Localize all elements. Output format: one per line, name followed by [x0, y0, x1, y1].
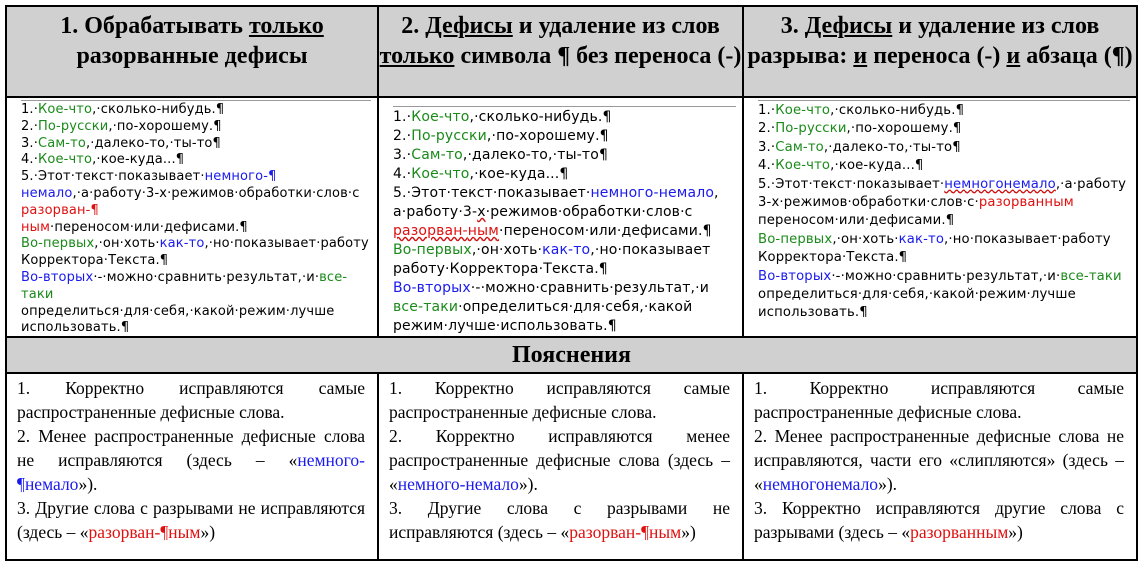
header-text: 3.: [780, 13, 805, 39]
sample-line: все-таки·определиться·для·себя,·какой: [393, 299, 693, 315]
explanation-item: 3. Другие слова с разрывами не исправляются (здесь – «разорван-¶ным»): [17, 498, 365, 542]
sample-line: 4.·Кое-что,·кое-куда...¶: [393, 166, 569, 182]
explanations-row: [7, 374, 1136, 559]
sample-line: 3.·Сам-то,·далеко-то,·ты-то¶: [393, 147, 609, 163]
header-text: 1. Обрабатывать: [60, 13, 249, 39]
sample-line: определиться·для·себя,·какой·режим·лучше: [758, 287, 1076, 303]
sample-line: 5.·Этот·текст·показывает·немного-немало,: [393, 185, 719, 201]
header-underlined: только: [379, 43, 455, 69]
sample-line: Корректора·Текста.¶: [758, 250, 908, 266]
sample-line: 2.·По-русски,·по-хорошему.¶: [758, 121, 962, 137]
header-text: абзаца (¶): [1020, 43, 1133, 69]
explanation-item: 3. Другие слова с разрывами не исправляются (здесь – «разорван-¶ным»): [389, 498, 730, 542]
header-text: 2.: [401, 13, 426, 39]
sample-line: ным·переносом·или·дефисами.¶: [21, 219, 248, 235]
header-text: символа ¶ без переноса (-): [454, 43, 742, 69]
explanation-item: 2. Корректно исправляются менее распространенные дефисные слова (здесь – «немного-немало»).: [389, 426, 730, 494]
sample-line: Корректора·Текста.¶: [21, 253, 169, 269]
explanation-col-1: [7, 374, 379, 559]
sample-line: Во-первых,·он·хоть·как-то,·но·показывает·работу: [758, 231, 1111, 247]
sample-line: 5.·Этот·текст·показывает·немного-¶: [21, 169, 277, 185]
comparison-table: [5, 5, 1138, 561]
sample-line: 1.·Кое-что,·сколько-нибудь.¶: [393, 109, 612, 125]
sample-line: Во-вторых·-·можно·сравнить·результат,·и·все-таки: [758, 268, 1122, 284]
sample-line: 1.·Кое-что,·сколько-нибудь.¶: [21, 102, 225, 117]
explanation-col-2: [379, 374, 744, 559]
sample-line: 2.·По-русски,·по-хорошему.¶: [21, 118, 222, 134]
header-row: [7, 7, 1136, 98]
examples-row: [7, 98, 1136, 338]
header-text: переноса (-): [867, 43, 1007, 69]
sample-line: Во-вторых·-·можно·сравнить·результат,·и: [393, 280, 709, 296]
section-title: Пояснения: [512, 342, 631, 368]
explanation-col-3: [744, 374, 1136, 559]
header-underlined: и: [1006, 43, 1021, 69]
sample-line: разорван-¶: [21, 202, 99, 218]
explanation-item: 1. Корректно исправляются самые распространенные дефисные слова.: [754, 378, 1124, 422]
sample-line: 4.·Кое-что,·кое-куда...¶: [758, 158, 924, 174]
sample-line: Во-вторых·-·можно·сравнить·результат,·и·все-таки: [21, 269, 348, 302]
header-text: и удаление из слов: [512, 13, 720, 39]
header-col-1: [7, 7, 379, 96]
explanation-item: 3. Корректно исправляются другие слова с разрывами (здесь – «разорванным»): [754, 498, 1124, 542]
explanation-item: 2. Менее распространенные дефисные слова не исправляются (здесь – «немного-¶немало»).: [17, 426, 365, 494]
sample-text-3: [758, 100, 1130, 323]
header-text: и удаление из слов разрыва:: [747, 13, 1100, 69]
header-underlined: только: [248, 13, 324, 39]
sample-line: 3.·Сам-то,·далеко-то,·ты-то¶: [758, 139, 961, 155]
sample-line: 5.·Этот·текст·показывает·немногонемало,·а·работу: [758, 176, 1127, 192]
header-text: разорванные дефисы: [76, 43, 308, 69]
sample-line: немало,·а·работу·3-х·режимов·обработки·слов·с: [21, 185, 360, 201]
example-col-2: [379, 98, 744, 336]
sample-line: 1.·Кое-что,·сколько-нибудь.¶: [758, 103, 965, 118]
header-col-3: [744, 7, 1136, 96]
explanation-item: 1. Корректно исправляются самые распространенные дефисные слова.: [389, 378, 730, 422]
explanation-item: 2. Менее распространенные дефисные слова не исправляются, части его «слипляются» (здесь – «немногонемало»).: [754, 426, 1124, 494]
sample-line: переносом·или·дефисами.¶: [758, 213, 955, 229]
sample-line: 3.·Сам-то,·далеко-то,·ты-то¶: [21, 135, 221, 151]
sample-text-1: [21, 100, 371, 337]
sample-line: Во-первых,·он·хоть·как-то,·но·показывает·работу: [21, 236, 369, 252]
example-col-3: [744, 98, 1136, 336]
sample-line: работу·Корректора·Текста.¶: [393, 261, 608, 277]
header-col-2: [379, 7, 744, 96]
sample-line: 4.·Кое-что,·кое-куда...¶: [21, 152, 185, 168]
sample-line: 3-х·режимов·обработки·слов·с·разорванным: [758, 195, 1074, 211]
header-underlined: Дефисы: [425, 13, 513, 39]
sample-line: а·работу·3-х·режимов·обработки·слов·с: [393, 204, 693, 220]
sample-line: определиться·для·себя,·какой·режим·лучше: [21, 303, 335, 319]
header-underlined: и: [853, 43, 868, 69]
header-underlined: Дефисы: [804, 13, 893, 39]
sample-line: разорван-ным·переносом·или·дефисами.¶: [393, 223, 712, 239]
sample-line: Во-первых,·он·хоть·как-то,·но·показывает: [393, 242, 711, 258]
example-col-1: [7, 98, 379, 336]
sample-text-2: [393, 106, 736, 336]
sample-line: режим·лучше·использовать.¶: [393, 318, 617, 334]
section-row: [7, 338, 1136, 374]
sample-line: 2.·По-русски,·по-хорошему.¶: [393, 128, 609, 144]
explanation-item: 1. Корректно исправляются самые распространенные дефисные слова.: [17, 378, 365, 422]
sample-line: использовать.¶: [758, 305, 868, 321]
sample-line: использовать.¶: [21, 320, 130, 336]
